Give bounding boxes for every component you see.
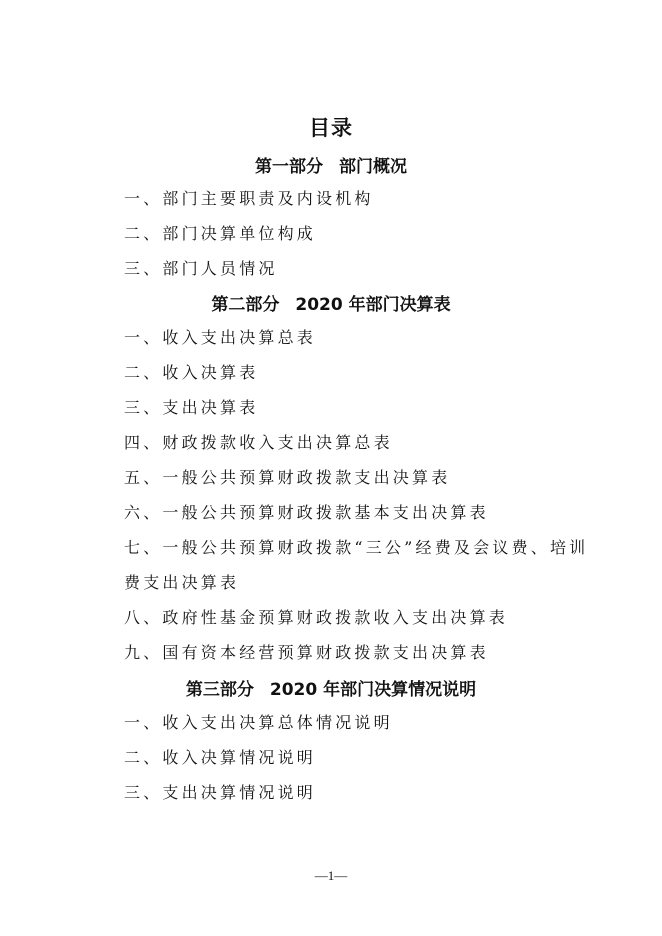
toc-item: 二、收入决算情况说明 xyxy=(124,748,317,767)
part-label: 第三部分 xyxy=(185,680,254,700)
part-heading-3 xyxy=(0,675,662,700)
part-name: 2020 年部门决算情况说明 xyxy=(269,680,477,700)
toc-item: 七、一般公共预算财政拨款“三公”经费及会议费、培训 xyxy=(124,538,589,557)
toc-item: 三、部门人员情况 xyxy=(124,259,278,278)
toc-item: 二、部门决算单位构成 xyxy=(124,224,317,243)
toc-item: 三、支出决算情况说明 xyxy=(124,783,317,802)
part-name: 2020 年部门决算表 xyxy=(295,295,451,315)
part-label: 第二部分 xyxy=(211,295,280,315)
toc-title: 目录 xyxy=(309,116,353,140)
part-label: 第一部分 xyxy=(255,157,323,177)
toc-item: 一、收入支出决算总体情况说明 xyxy=(124,713,393,732)
toc-item: 五、一般公共预算财政拨款支出决算表 xyxy=(124,468,451,487)
part-heading-1 xyxy=(0,152,662,177)
toc-item: 四、财政拨款收入支出决算总表 xyxy=(124,433,393,452)
part-heading-2 xyxy=(0,290,662,315)
toc-item: 一、部门主要职责及内设机构 xyxy=(124,189,374,208)
toc-item: 一、收入支出决算总表 xyxy=(124,328,317,347)
toc-item: 九、国有资本经营预算财政拨款支出决算表 xyxy=(124,643,489,662)
toc-item: 三、支出决算表 xyxy=(124,398,259,417)
toc-item: 二、收入决算表 xyxy=(124,363,259,382)
part-name: 部门概况 xyxy=(339,157,407,177)
toc-item: 八、政府性基金预算财政拨款收入支出决算表 xyxy=(124,608,509,627)
toc-item: 六、一般公共预算财政拨款基本支出决算表 xyxy=(124,503,489,522)
toc-item-continuation: 费支出决算表 xyxy=(124,573,240,592)
page-number: —1— xyxy=(314,868,348,883)
